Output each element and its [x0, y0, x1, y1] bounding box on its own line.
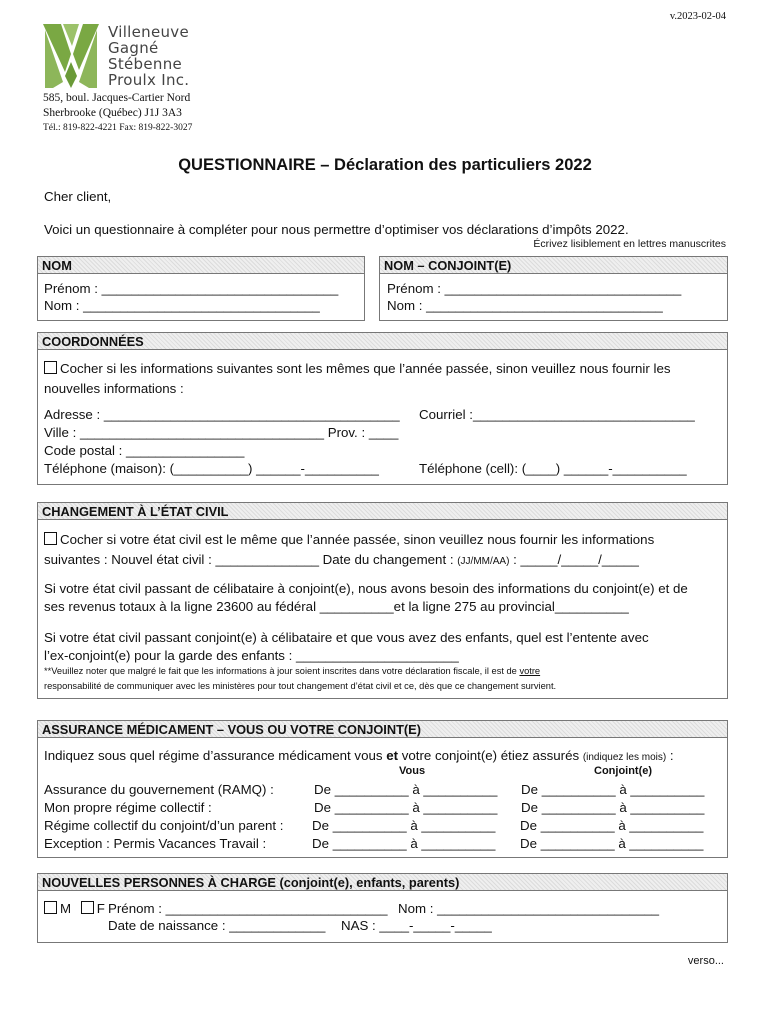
company-name-line-4: Proulx Inc. [108, 71, 190, 89]
sexe-f-label: F [96, 901, 105, 916]
assurance-row-label: Régime collectif du conjoint/d’un parent : [44, 818, 284, 833]
sexe-m-label: M [60, 901, 72, 916]
etat-civil-para2-line1: Si votre état civil passant conjoint(e) à célibataire et que vous avez des enfants, quel est l’entente avec [44, 630, 649, 645]
company-address [43, 91, 192, 136]
assurance-row-vous-field[interactable]: De __________ à __________ [314, 782, 498, 797]
assurance-q-c: votre conjoint(e) étiez assurés [398, 748, 583, 763]
note-text-a: **Veuillez noter que malgré le fait que les informations à jour soient inscrites dans votre déclaration fiscale, il est de [44, 666, 520, 676]
section-etat-civil-header: CHANGEMENT À L’ÉTAT CIVIL [37, 502, 728, 520]
sexe-f-checkbox[interactable] [81, 901, 94, 914]
assurance-q-a: Indiquez sous quel régime d’assurance médicament vous [44, 748, 387, 763]
section-assurance-header: ASSURANCE MÉDICAMENT – VOUS OU VOTRE CONJOINT(E) [37, 720, 728, 738]
sexe-m-checkbox[interactable] [44, 901, 57, 914]
conjoint-prenom-field[interactable]: Prénom : ________________________________ [387, 281, 682, 296]
intro-text: Voici un questionnaire à compléter pour nous permettre d’optimiser vos déclarations d’impôts 2022. [44, 222, 629, 237]
assurance-q-e: : [666, 748, 674, 763]
section-nom-conjoint-header: NOM – CONJOINT(E) [379, 256, 728, 274]
handwriting-note: Écrivez lisiblement en lettres manuscrites [533, 238, 726, 250]
etat-civil-para1-line2[interactable]: ses revenus totaux à la ligne 23600 au fédéral __________et la ligne 275 au provincial__________ [44, 599, 629, 614]
company-logo-icon [43, 24, 99, 88]
personne-nom-field[interactable]: Nom : ______________________________ [398, 901, 660, 916]
assurance-row-label: Exception : Permis Vacances Travail : [44, 836, 267, 851]
section-nom-header: NOM [37, 256, 365, 274]
nom-prenom-field[interactable]: Prénom : ________________________________ [44, 281, 339, 296]
page-title: QUESTIONNAIRE – Déclaration des particuliers 2022 [178, 156, 592, 174]
company-name-line-2: Gagné [108, 39, 159, 57]
telephone-cell-field[interactable]: Téléphone (cell): (____) ______-__________ [419, 461, 687, 476]
assurance-row-conjoint-field[interactable]: De __________ à __________ [520, 818, 704, 833]
etat-civil-same-row [44, 532, 654, 547]
code-postal-field[interactable]: Code postal : ________________ [44, 443, 245, 458]
section-coordonnees-header: COORDONNÉES [37, 332, 728, 350]
date-format-hint: (JJ/MM/AA) [457, 556, 510, 567]
coordonnees-same-label: Cocher si les informations suivantes sont les mêmes que l’année passée, sinon veuillez nous fournir les [60, 361, 671, 376]
adresse-field[interactable]: Adresse : ________________________________________ [44, 407, 400, 422]
company-name-line-3: Stébenne [108, 55, 183, 73]
nom-nom-field[interactable]: Nom : ________________________________ [44, 298, 320, 313]
assurance-row-vous-field[interactable]: De __________ à __________ [312, 836, 496, 851]
verso-label: verso... [687, 955, 724, 967]
coordonnees-same-checkbox[interactable] [44, 361, 57, 374]
etat-civil-note-line2: responsabilité de communiquer avec les ministères pour tout changement d’état civil et ce, dès que ce changement survient. [44, 681, 557, 691]
assurance-row-label: Assurance du gouvernement (RAMQ) : [44, 782, 274, 797]
version-label: v.2023-02-04 [669, 11, 726, 22]
section-personnes-header: NOUVELLES PERSONNES À CHARGE (conjoint(e), enfants, parents) [37, 873, 728, 891]
address-phone: Tél.: 819-822-4221 Fax: 819-822-3027 [43, 123, 193, 133]
assurance-row-conjoint-field[interactable]: De __________ à __________ [520, 836, 704, 851]
assurance-question [44, 748, 674, 763]
date-changement-field[interactable]: : _____/_____/_____ [509, 552, 639, 567]
col-conjoint-header: Conjoint(e) [594, 765, 653, 777]
company-name-line-1: Villeneuve [108, 23, 190, 41]
ville-prov-field[interactable]: Ville : _________________________________ Prov. : ____ [44, 425, 399, 440]
company-name [108, 24, 189, 88]
assurance-row-vous-field[interactable]: De __________ à __________ [314, 800, 498, 815]
coordonnees-same-row [44, 361, 671, 376]
etat-civil-para1-line1: Si votre état civil passant de célibataire à conjoint(e), nous avons besoin des informations du conjoint(e) et de [44, 581, 688, 596]
nouvel-etat-civil-field[interactable]: suivantes : Nouvel état civil : ______________ Date du changement : [44, 552, 458, 567]
etat-civil-same-checkbox[interactable] [44, 532, 57, 545]
etat-civil-change-row[interactable] [44, 552, 639, 567]
col-vous-header: Vous [399, 765, 426, 777]
assurance-q-d: (indiquez les mois) [582, 752, 667, 763]
personnes-row-1 [44, 901, 105, 916]
assurance-row-conjoint-field[interactable]: De __________ à __________ [521, 782, 705, 797]
courriel-field[interactable]: Courriel :______________________________ [419, 407, 695, 422]
etat-civil-note-line1 [44, 666, 540, 676]
coordonnees-same-label-2: nouvelles informations : [44, 381, 184, 396]
address-line-1: 585, boul. Jacques-Cartier Nord [43, 92, 191, 104]
etat-civil-para2-line2[interactable]: l’ex-conjoint(e) pour la garde des enfants : ______________________ [44, 648, 459, 663]
personne-nas-field[interactable]: NAS : ____-_____-_____ [341, 918, 492, 933]
personne-naissance-field[interactable]: Date de naissance : _____________ [108, 918, 326, 933]
conjoint-nom-field[interactable]: Nom : ________________________________ [387, 298, 663, 313]
section-personnes-box [37, 891, 728, 943]
assurance-row-label: Mon propre régime collectif : [44, 800, 212, 815]
assurance-q-b: et [386, 748, 399, 763]
note-text-b: votre [519, 666, 541, 676]
assurance-row-conjoint-field[interactable]: De __________ à __________ [521, 800, 705, 815]
assurance-row-vous-field[interactable]: De __________ à __________ [312, 818, 496, 833]
telephone-maison-field[interactable]: Téléphone (maison): (__________) ______-__________ [44, 461, 379, 476]
personne-prenom-field[interactable]: Prénom : ______________________________ [108, 901, 388, 916]
etat-civil-same-label: Cocher si votre état civil est le même que l’année passée, sinon veuillez nous fournir les informations [60, 532, 655, 547]
address-line-2: Sherbrooke (Québec) J1J 3A3 [43, 107, 182, 119]
greeting: Cher client, [44, 189, 112, 204]
